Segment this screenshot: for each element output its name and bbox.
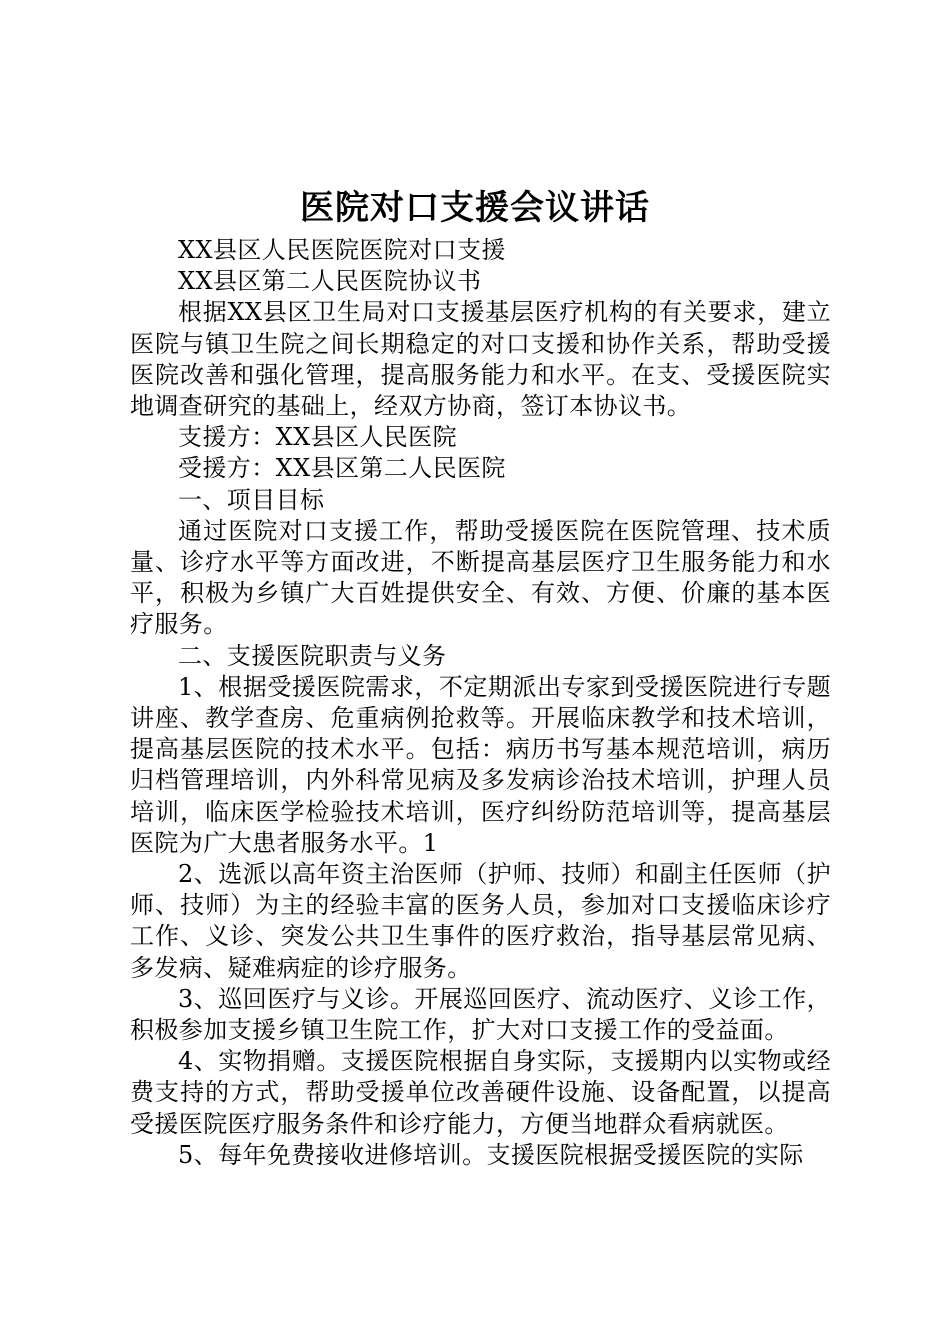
paragraph-receiving-party: 受援方：XX县区第二人民医院 <box>178 454 506 483</box>
paragraph-duty-1: 1、根据受援医院需求，不定期派出专家到受援医院进行专题讲座、教学查房、危重病例抢救等。开展临床教学和技术培训，提高基层医院的技术水平。包括：病历书写基本规范培训，病历归档管理培训，内外科常见病及多发病诊治技术培训，护理人员培训，临床医学检验技术培训，医疗纠纷防范培训等，提高基层医院为广大患者服务水平。1 <box>130 672 831 857</box>
paragraph-duty-3: 3、巡回医疗与义诊。开展巡回医疗、流动医疗、义诊工作，积极参加支援乡镇卫生院工作，扩大对口支援工作的受益面。 <box>130 984 831 1045</box>
document-body <box>130 235 831 1171</box>
paragraph-duty-2: 2、选派以高年资主治医师（护师、技师）和副主任医师（护师、技师）为主的经验丰富的医务人员，参加对口支援临床诊疗工作、义诊、突发公共卫生事件的医疗救治，指导基层常见病、多发病、疑难病症的诊疗服务。 <box>130 860 831 982</box>
paragraph-duty-4: 4、实物捐赠。支援医院根据自身实际，支援期内以实物或经费支持的方式，帮助受援单位改善硬件设施、设备配置，以提高受援医院医疗服务条件和诊疗能力，方便当地群众看病就医。 <box>130 1047 831 1138</box>
paragraph-agreement-heading: XX县区第二人民医院协议书 <box>178 267 482 296</box>
section-heading-duties: 二、支援医院职责与义务 <box>178 641 447 670</box>
paragraph-goals: 通过医院对口支援工作，帮助受援医院在医院管理、技术质量、诊疗水平等方面改进，不断提高基层医疗卫生服务能力和水平，积极为乡镇广大百姓提供安全、有效、方便、价廉的基本医疗服务。 <box>130 516 831 639</box>
paragraph-intro: 根据XX县区卫生局对口支援基层医疗机构的有关要求，建立医院与镇卫生院之间长期稳定的对口支援和协作关系，帮助受援医院改善和强化管理，提高服务能力和水平。在支、受援医院实地调查研究的基础上，经双方协商，签订本协议书。 <box>130 298 831 421</box>
document-title: 医院对口支援会议讲话 <box>300 188 650 228</box>
paragraph-support-hospital: XX县区人民医院医院对口支援 <box>178 236 506 264</box>
paragraph-duty-5: 5、每年免费接收进修培训。支援医院根据受援医院的实际 <box>178 1140 804 1169</box>
section-heading-goals: 一、项目目标 <box>178 485 325 514</box>
paragraph-supporting-party: 支援方：XX县区人民医院 <box>178 423 457 452</box>
